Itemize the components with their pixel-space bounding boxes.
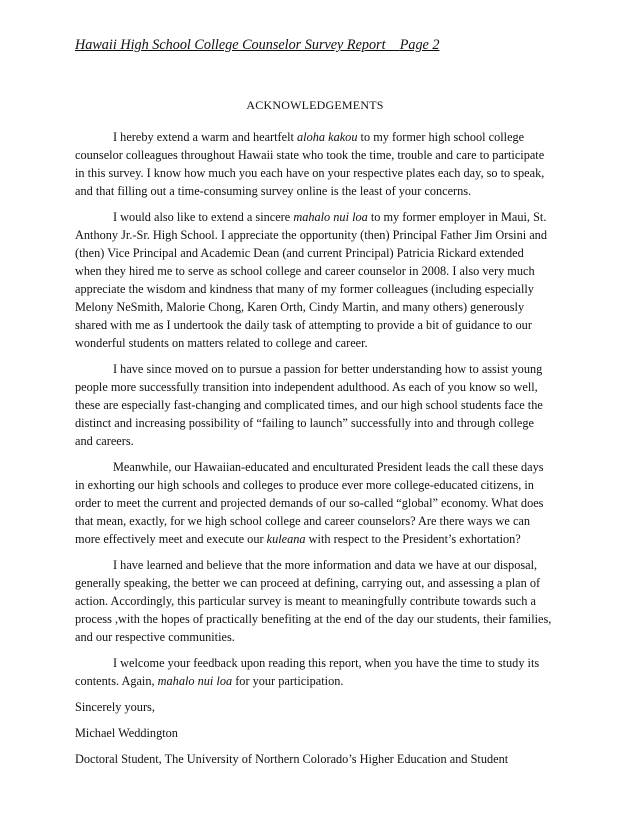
text-line	[75, 128, 555, 146]
text-line: appreciate the wisdom and kindness that many of my former colleagues (including especially	[75, 282, 534, 296]
text-line: distinct and increasing possibility of “failing to launch” successfully into and through college	[75, 416, 534, 430]
italic-term: aloha kakou	[297, 130, 358, 144]
text-line: wonderful students on matters related to college and career.	[75, 336, 368, 350]
text-line: counselor colleagues throughout Hawaii state who took the time, trouble and care to participate	[75, 148, 545, 162]
text-line: Melony NeSmith, Malorie Chong, Karen Orth, Cindy Martin, and many others) generously	[75, 300, 525, 314]
text-line: Anthony Jr.-Sr. High School. I appreciate the opportunity (then) Principal Father Jim Orsini and	[75, 228, 547, 242]
text-run: I hereby extend a warm and heartfelt	[113, 130, 298, 144]
text-run: I would also like to extend a sincere	[113, 210, 294, 224]
text-run: to my former employer in Maui, St.	[367, 210, 547, 224]
paragraph-5	[75, 556, 555, 646]
text-line: in exhorting our high schools and colleges to produce ever more college-educated citizens, in	[75, 478, 534, 492]
text-line: generally speaking, the better we can proceed at defining, carrying out, and assessing a plan of	[75, 576, 541, 590]
paragraph-4	[75, 458, 555, 548]
italic-term: kuleana	[266, 532, 306, 546]
text-line: people more successfully transition into independent adulthood. As each of you know so well,	[75, 380, 538, 394]
text-line	[75, 672, 555, 690]
header-title: Hawaii High School College Counselor Survey Report	[75, 37, 386, 53]
text-line: and careers.	[75, 434, 134, 448]
text-line: these are especially fast-changing and complicated times, and our high school students face the	[75, 398, 543, 412]
text-run: for your participation.	[232, 674, 344, 688]
text-line: when they hired me to serve as school college and career counselor in 2008. I also very much	[75, 264, 535, 278]
text-run: with respect to the President’s exhortation?	[305, 532, 521, 546]
header-spacer	[386, 37, 400, 53]
text-line: and that filling out a time-consuming survey online is the least of your concerns.	[75, 184, 472, 198]
text-run: more effectively meet and execute our	[75, 532, 267, 546]
text-run: contents. Again,	[75, 674, 158, 688]
text-line: process ,with the hopes of practically benefiting at the end of the day our students, their families,	[75, 612, 552, 626]
text-line: that mean, exactly, for we high school college and career counselors? Are there ways we can	[75, 514, 531, 528]
text-line: I have since moved on to pursue a passion for better understanding how to assist young	[113, 362, 543, 376]
running-header	[75, 37, 440, 54]
text-line: order to meet the current and projected demands of our so-called “global” economy. What does	[75, 496, 544, 510]
text-run: to my former high school college	[357, 130, 525, 144]
paragraph-2	[75, 208, 555, 352]
paragraph-1	[75, 128, 555, 200]
text-line	[75, 208, 555, 226]
italic-term: mahalo nui loa	[157, 674, 233, 688]
header-page-number: Page 2	[399, 37, 440, 53]
text-line: action. Accordingly, this particular survey is meant to meaningfully contribute towards such a	[75, 594, 536, 608]
text-line: I have learned and believe that the more information and data we have at our disposal,	[113, 558, 538, 572]
paragraph-6	[75, 654, 555, 690]
document-body	[75, 128, 555, 776]
text-line: in this survey. I know how much you each have on your respective plates each day, so to speak,	[75, 166, 545, 180]
signature-name: Michael Weddington	[75, 726, 178, 740]
text-line: Meanwhile, our Hawaiian-educated and enculturated President leads the call these days	[113, 460, 544, 474]
italic-term: mahalo nui loa	[293, 210, 368, 224]
paragraph-3	[75, 360, 555, 450]
signature-title: Doctoral Student, The University of Northern Colorado’s Higher Education and Student	[75, 752, 509, 766]
text-line: (then) Vice Principal and Academic Dean (and current Principal) Patricia Rickard extended	[75, 246, 524, 260]
text-line: and our respective communities.	[75, 630, 235, 644]
text-line	[75, 530, 555, 548]
text-line: shared with me as I undertook the daily task of attempting to provide a bit of guidance to our	[75, 318, 532, 332]
closing: Sincerely yours,	[75, 700, 155, 714]
section-heading: ACKNOWLEDGEMENTS	[246, 98, 384, 112]
text-line: I welcome your feedback upon reading this report, when you have the time to study its	[113, 656, 540, 670]
